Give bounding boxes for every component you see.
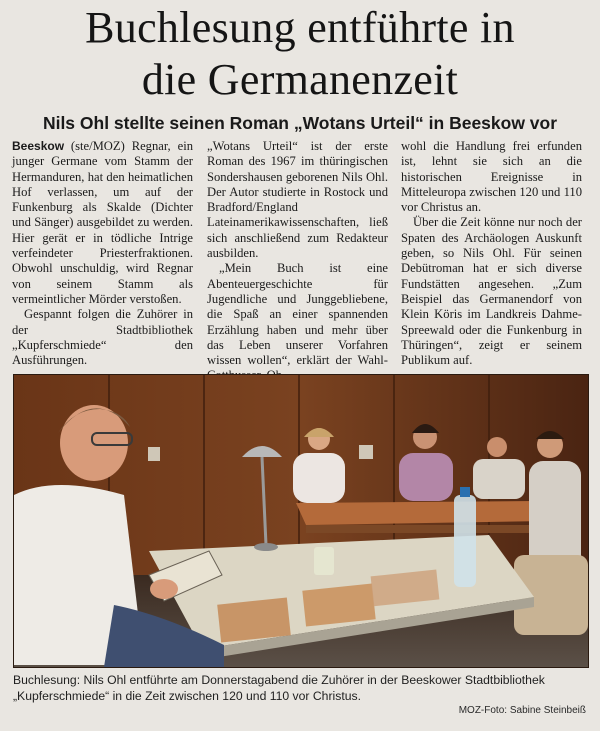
article-paragraph: wohl die Handlung frei erfunden ist, lehnt sie sich an die historischen Ereignisse in Mitteleuropa zwischen 120 und 110 vor Christus an. <box>401 139 582 215</box>
dateline: Beeskow <box>12 139 65 153</box>
reading-photo <box>13 374 589 668</box>
photo-caption: Buchlesung: Nils Ohl entführte am Donnerstagabend die Zuhörer in der Beeskower Stadtbibliothek „Kupferschmiede“ in die Zeit zwischen 120 und 110 vor Christus. <box>13 673 545 703</box>
article-paragraph: Über die Zeit könne nur noch der Spaten des Archäologen Auskunft geben, so Nils Ohl. Für seinen Debütroman hat er sich diverse Fundstätten angesehen. „Zum Beispiel das Germanendorf von Klein Köris im Landkreis Dahme-Spreewald oder die Funkenburg in Thüringen“, zeigt er seinem Publikum auf. <box>401 215 582 368</box>
article-text: (ste/MOZ) Regnar, ein junger Germane vom Stamm der Hermanduren, hat den heimatlichen Hof verlassen, um auf der Funkenburg als Skalde (Dichter und Sänger) ausgebildet zu werden. Hier gerät er in tödliche Intrige verfeindeter Priesterfraktionen. Obwohl unschuldig, wird Regnar von seinem Stamm als vermeintlicher Mörder verstoßen. <box>12 139 193 306</box>
article-paragraph: Gespannt folgen die Zuhörer in der Stadtbibliothek „Kupferschmiede“ den Ausführungen. <box>12 307 193 368</box>
headline-line-2: die Germanenzeit <box>141 55 459 104</box>
subheadline: Nils Ohl stellte seinen Roman „Wotans Urteil“ in Beeskow vor <box>42 113 558 133</box>
photo-credit: MOZ-Foto: Sabine Steinbeiß <box>458 705 586 716</box>
article-paragraph: „Wotans Urteil“ ist der erste Roman des 1967 im thüringischen Sondershausen geborenen Nils Ohl. Der Autor studierte in Rostock und Bradford/England Lateinamerikawissenschaften, ließ sich anschließend zum Redakteur ausbilden. <box>207 139 388 261</box>
headline-line-1: Buchlesung entführte in <box>85 3 515 52</box>
article-column-3 <box>401 139 582 368</box>
article-paragraph: „Mein Buch ist eine Abenteuergeschichte für Jugendliche und Junggebliebene, die Spaß an einer spannenden Erzählung haben und mehr über das Leben unserer Vorfahren wissen wollen“, erklärt der Wahl- <box>207 261 388 368</box>
headline <box>0 2 600 106</box>
article-column-1 <box>12 139 193 368</box>
article-column-2 <box>207 139 388 384</box>
photo-illustration <box>14 375 588 667</box>
article-paragraph <box>12 139 193 307</box>
